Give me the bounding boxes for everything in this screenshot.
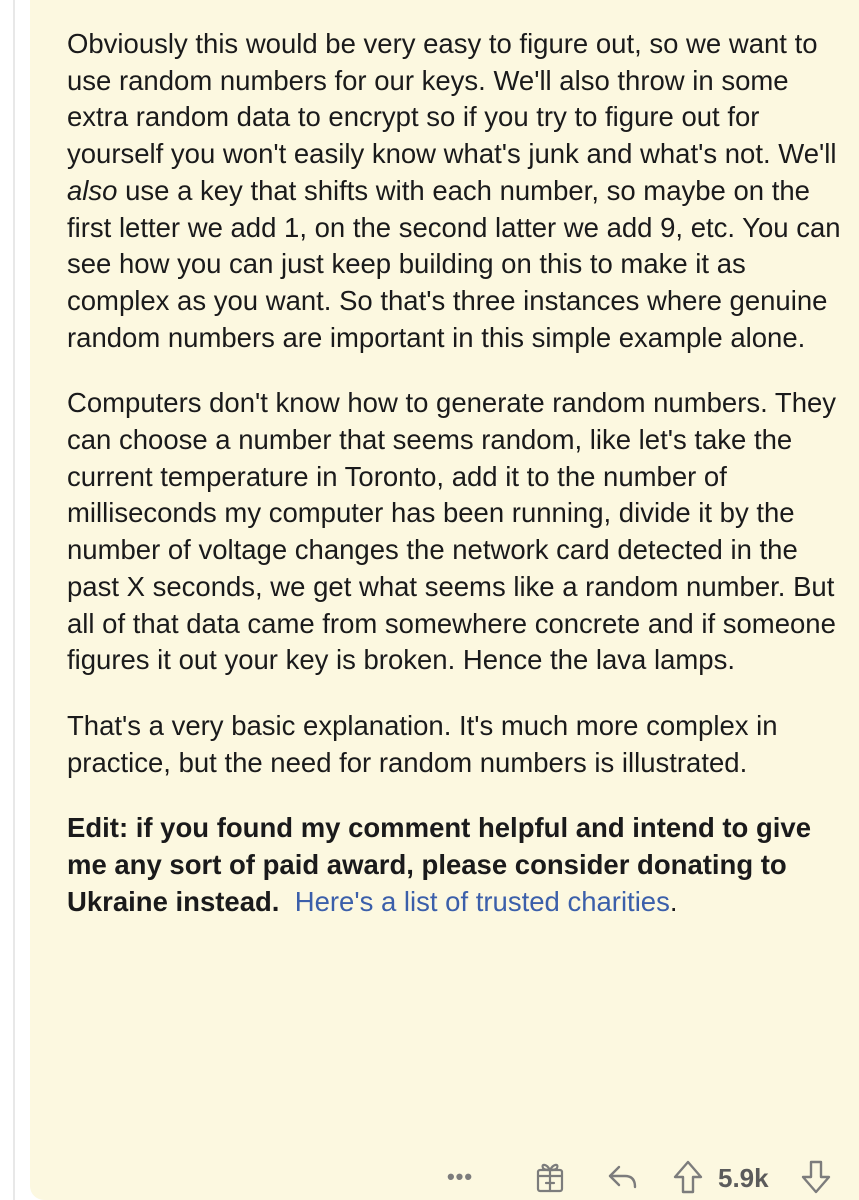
paragraph-4-end: . bbox=[669, 885, 678, 917]
reply-icon[interactable] bbox=[603, 1157, 643, 1197]
downvote-icon[interactable] bbox=[798, 1157, 834, 1197]
charities-link[interactable]: Here's a list of trusted charities bbox=[294, 885, 670, 917]
comment-actions bbox=[30, 1157, 859, 1200]
edit-note: Edit: if you found my comment helpful and intend to give me any sort of paid award, please consider donating to Ukraine instead. bbox=[67, 812, 812, 917]
award-icon[interactable] bbox=[532, 1157, 568, 1197]
comment-paragraph-4 bbox=[67, 810, 847, 920]
comment-body bbox=[67, 26, 847, 949]
upvote-icon[interactable] bbox=[670, 1157, 706, 1197]
thread-rail bbox=[0, 0, 30, 1200]
paragraph-1-emphasis: also bbox=[67, 174, 118, 206]
comment-card bbox=[30, 0, 859, 1200]
more-icon[interactable]: ••• bbox=[446, 1164, 474, 1189]
paragraph-1-text-a: Obviously this would be very easy to figure out, so we want to use random numbers for our keys. We'll also throw in some extra random data to encrypt so if you try to figure out for yourself you won't easily know what's junk and what's not. We'll bbox=[67, 28, 837, 170]
comment-paragraph-1 bbox=[67, 26, 847, 356]
vote-score: 5.9k bbox=[718, 1163, 769, 1193]
comment-paragraph-3: That's a very basic explanation. It's much more complex in practice, but the need for random numbers is illustrated. bbox=[67, 709, 778, 778]
comment-paragraph-2: Computers don't know how to generate random numbers. They can choose a number that seems random, like let's take the current temperature in Toronto, add it to the number of milliseconds my computer has been running, divide it by the number of voltage changes the network card detected in the past X seconds, we get what seems like a random number. But all of that data came from somewhere concrete and if someone figures it out your key is broken. Hence the lava lamps. bbox=[67, 387, 837, 676]
paragraph-1-text-b: use a key that shifts with each number, so maybe on the first letter we add 1, on the second latter we add 9, etc. You can see how you can just keep building on this to make it as complex as you want. So that's three instances where genuine random numbers are important in this simple example alone. bbox=[67, 174, 841, 353]
thread-line[interactable] bbox=[13, 0, 15, 1200]
